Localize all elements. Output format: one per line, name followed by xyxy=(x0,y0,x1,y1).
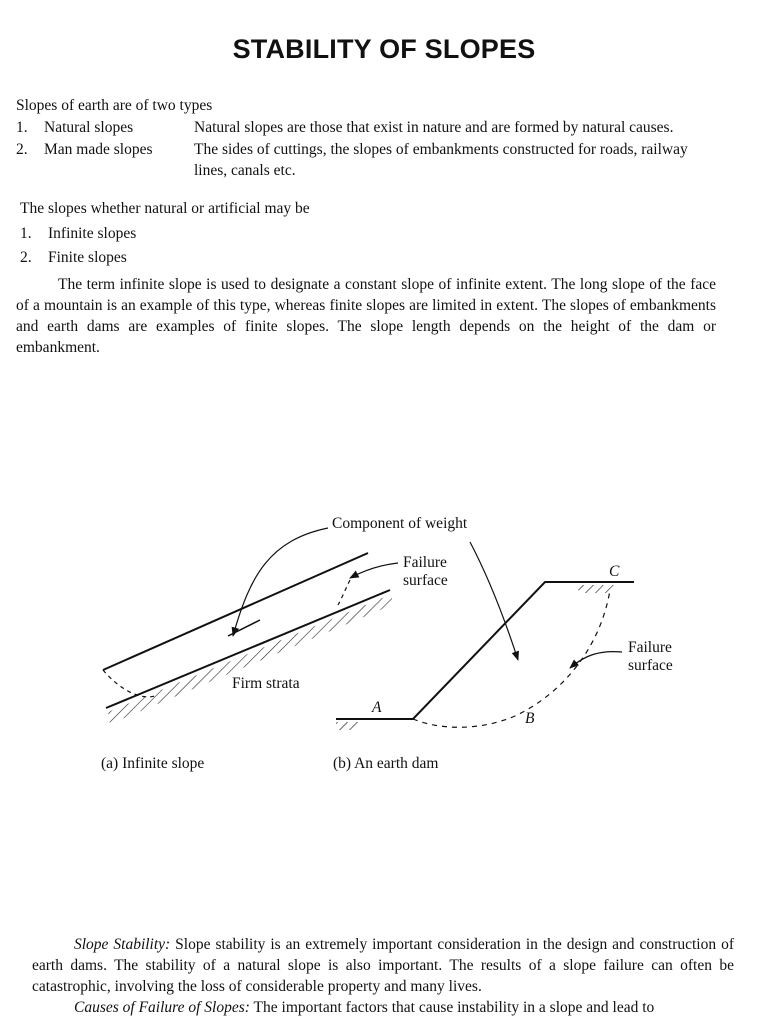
failure-a-leader xyxy=(350,563,398,578)
kind-1-number: 1. xyxy=(20,225,32,242)
type-1-name: Natural slopes xyxy=(44,119,134,136)
infinite-slope-failure-surface-right xyxy=(338,580,350,605)
type-2-description-cont: lines, canals etc. xyxy=(194,162,296,179)
failure-b-label-line1: Failure xyxy=(628,639,672,656)
causes-paragraph xyxy=(32,997,734,1018)
type-1-number: 1. xyxy=(16,119,28,136)
dam-base-hatching xyxy=(336,722,360,730)
component-of-weight-leader-a xyxy=(233,528,328,636)
type-2-description: The sides of cuttings, the slopes of embankments constructed for roads, railway xyxy=(194,141,688,158)
page-title: STABILITY OF SLOPES xyxy=(232,34,536,64)
caption-infinite-slope: (a) Infinite slope xyxy=(101,755,205,772)
failure-b-label-line2: surface xyxy=(628,657,673,674)
type-2-name: Man made slopes xyxy=(44,141,153,158)
dam-crest-hatching xyxy=(575,585,620,593)
firm-strata-hatching xyxy=(108,594,392,724)
kind-2-number: 2. xyxy=(20,249,32,266)
infinite-slope-failure-surface xyxy=(103,670,155,697)
weight-arrow-a xyxy=(228,620,260,636)
causes-text: The important factors that cause instability in a slope and lead to xyxy=(249,999,655,1016)
failure-a-label-line2: surface xyxy=(403,572,448,589)
point-a-label: A xyxy=(372,699,382,716)
infinite-slope-paragraph: The term infinite slope is used to designate a constant slope of infinite extent. The long slope of the face of a mountain is an example of this type, whereas finite slopes are limited in extent. The slopes of embankments and earth dams are examples of finite slopes. The slope length depends on the height of the dam or embankment. xyxy=(16,276,716,356)
intro-text: Slopes of earth are of two types xyxy=(16,97,213,114)
point-b-label: B xyxy=(525,710,535,727)
caption-earth-dam: (b) An earth dam xyxy=(333,755,439,772)
type-2-number: 2. xyxy=(16,141,28,158)
failure-a-label-line1: Failure xyxy=(403,554,447,571)
point-c-label: C xyxy=(609,563,620,580)
kind-1-name: Infinite slopes xyxy=(48,225,137,242)
dam-failure-surface xyxy=(413,590,610,727)
type-1-description: Natural slopes are those that exist in nature and are formed by natural causes. xyxy=(194,119,674,136)
kind-2-name: Finite slopes xyxy=(48,249,127,266)
infinite-slope-ground-surface xyxy=(103,553,368,670)
causes-heading: Causes of Failure of Slopes: xyxy=(74,999,250,1016)
component-of-weight-label: Component of weight xyxy=(332,515,468,532)
slope-stability-heading: Slope Stability: xyxy=(74,936,171,953)
failure-b-leader xyxy=(570,652,622,668)
firm-strata-label: Firm strata xyxy=(232,675,300,692)
slope-stability-paragraph xyxy=(32,934,734,997)
component-of-weight-leader-b xyxy=(470,542,518,660)
kinds-intro-text: The slopes whether natural or artificial may be xyxy=(20,200,310,217)
slope-stability-text: Slope stability is an extremely important consideration in the design and construction of earth dams. The stability of a natural slope is also important. The results of a slope failure can often be catastrophic, involving the loss of considerable property and many lives. xyxy=(32,936,734,995)
